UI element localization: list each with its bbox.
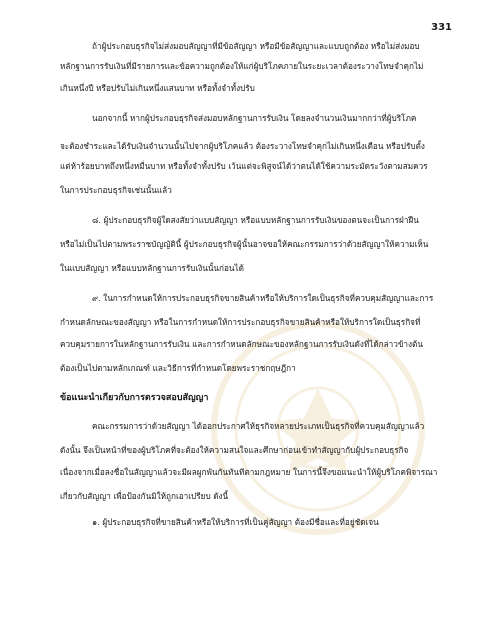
- section-heading: ข้อแนะนำเกี่ยวกับการตรวจสอบสัญญา: [60, 393, 209, 403]
- paragraph-line: ในแบบสัญญา หรือแบบหลักฐานการรับเงินนั้นก่อนได้: [60, 263, 244, 273]
- paragraph-line: ควบคุมรายการในหลักฐานการรับเงิน และการกำหนดลักษณะของหลักฐานการรับเงินดังที่ได้กล่าวข้างต้น: [60, 339, 423, 349]
- paragraph-line: เนื่องจากเมื่อลงชื่อในสัญญาแล้วจะมีผลผูกพันกันทันทีตามกฎหมาย ในการนี้จึงขอแนะนำให้ผู้บริโภคพิจารณา: [60, 467, 438, 477]
- paragraph-line: เกินหนึ่งปี หรือปรับไม่เกินหนึ่งแสนบาท หรือทั้งจำทั้งปรับ: [60, 83, 255, 93]
- paragraph-line: กำหนดลักษณะของสัญญา หรือในการกำหนดให้การประกอบธุรกิจขายสินค้าหรือให้บริการใดเป็นธุรกิจที่: [60, 317, 421, 327]
- paragraph-line: ๘. ผู้ประกอบธุรกิจผู้ใดสงสัยว่าแบบสัญญา หรือแบบหลักฐานการรับเงินของตนจะเป็นการฝ่าฝืน: [92, 215, 419, 225]
- paragraph-line: ๑. ผู้ประกอบธุรกิจที่ขายสินค้าหรือให้บริการที่เป็นคู่สัญญา ต้องมีชื่อและที่อยู่ชัดเจน: [92, 517, 379, 527]
- paragraph-line: แต่ห้าร้อยบาทถึงหนึ่งหมื่นบาท หรือทั้งจำทั้งปรับ เว้นแต่จะพิสูจน์ได้ว่าตนได้ใช้ความระมัดระวังตามสมควร: [60, 161, 428, 171]
- page-number: 331: [431, 22, 452, 33]
- paragraph-line: ต้องเป็นไปตามหลักเกณฑ์ และวิธีการที่กำหนดโดยพระราชกฤษฎีกา: [60, 363, 296, 373]
- paragraph-line: ๙. ในการกำหนดให้การประกอบธุรกิจขายสินค้าหรือให้บริการใดเป็นธุรกิจที่ควบคุมสัญญาและการ: [92, 293, 434, 303]
- paragraph-line: หรือไม่เป็นไปตามพระราชบัญญัตินี้ ผู้ประกอบธุรกิจผู้นั้นอาจขอให้คณะกรรมการว่าด้วยสัญญาให้ความเห็น: [60, 239, 429, 249]
- paragraph-line: ดังนั้น จึงเป็นหน้าที่ของผู้บริโภคที่จะต้องให้ความสนใจและศึกษาก่อนเข้าทำสัญญากับผู้ประกอบธุรกิจ: [60, 445, 409, 455]
- paragraph-line: ในการประกอบธุรกิจเช่นนั้นแล้ว: [60, 185, 172, 195]
- paragraph-line: จะต้องชำระและได้รับเงินจำนวนนั้นไปจากผู้บริโภคแล้ว ต้องระวางโทษจำคุกไม่เกินหนึ่งเดือน หรือปรับตั้ง: [60, 141, 425, 151]
- paragraph-line: เกี่ยวกับสัญญา เพื่อป้องกันมิให้ถูกเอาเปรียบ ดังนี้: [60, 491, 229, 501]
- paragraph-line: ถ้าผู้ประกอบธุรกิจไม่ส่งมอบสัญญาที่มีข้อสัญญา หรือมีข้อสัญญาและแบบถูกต้อง หรือไม่ส่งมอบ: [92, 41, 420, 51]
- paragraph-line: นอกจากนี้ หากผู้ประกอบธุรกิจส่งมอบหลักฐานการรับเงิน โดยลงจำนวนเงินมากกว่าที่ผู้บริโภค: [92, 113, 417, 123]
- paragraph-line: คณะกรรมการว่าด้วยสัญญา ได้ออกประกาศให้ธุรกิจหลายประเภทเป็นธุรกิจที่ควบคุมสัญญาแล้ว: [92, 421, 425, 431]
- paragraph-line: หลักฐานการรับเงินที่มีรายการและข้อความถูกต้องให้แก่ผู้บริโภคภายในระยะเวลาต้องระวางโทษจำคุกไม่: [60, 61, 424, 71]
